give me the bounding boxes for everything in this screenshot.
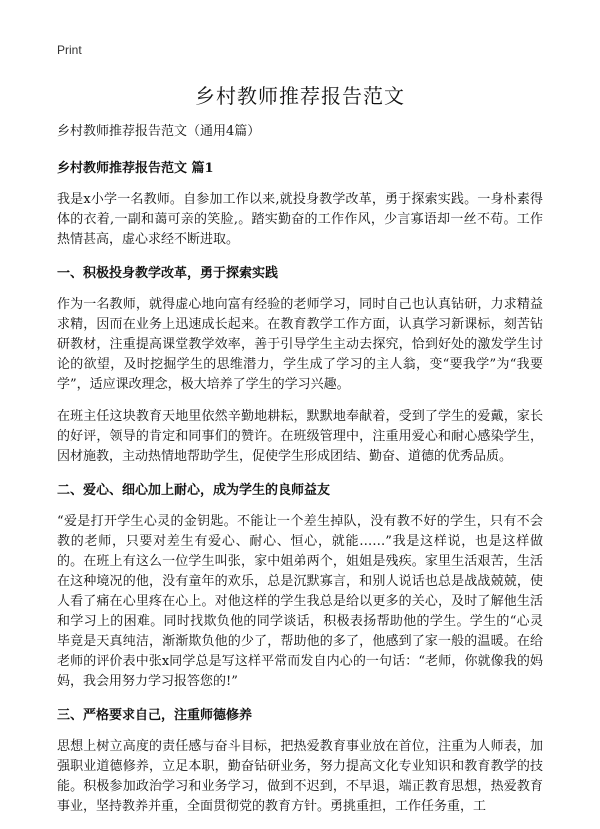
section-2-paragraph-1: “爱是打开学生心灵的金钥匙。不能让一个差生掉队，没有教不好的学生，只有不会教的老师，只要对差生有爱心、耐心、恒心，就能……”我是这样说，也是这样做的。在班上有这么一位学生叫张，家中姐弟两个，姐姐是残疾。家里生活艰苦，生活在这种境况的他，没有童年的欢乐，总是沉默寡言，和别人说话也总是战战兢兢，使人看了痛在心里疼在心上。对他这样的学生我总是给以更多的关心，及时了解他生活和学习上的困难。同时找欺负他的同学谈话，积极表扬帮助他的学生。学生的“心灵毕竟是天真纯洁，渐渐欺负他的少了，帮助他的多了，他感到了家一般的温暖。在给老师的评价表中张x同学总是写这样平常而发自内心的一句话：“老师，你就像我的妈妈，我会用努力学习报答您的!” bbox=[57, 514, 543, 689]
section-1-heading: 一、积极投身教学改革，勇于探索实践 bbox=[57, 266, 279, 281]
section-1-paragraph-1: 作为一名教师，就得虚心地向富有经验的老师学习，同时自己也认真钻研，力求精益求精，因而在业务上迅速成长起来。在教育教学工作方面，认真学习新课标，刻苦钻研教材，注重提高课堂教学效率，善于引导学生主动去探究，恰到好处的激发学生讨论的欲望，及时挖掘学生的思维潜力，学生成了学习的主人翁，变“要我学”为“我要学”，适应课改理念，极大培养了学生的学习兴趣。 bbox=[57, 297, 543, 392]
section-1-paragraph-2: 在班主任这块教育天地里依然辛勤地耕耘，默默地奉献着，受到了学生的爱戴，家长的好评，领导的肯定和同事们的赞许。在班级管理中，注重用爱心和耐心感染学生，因材施教，主动热情地帮助学生，促使学生形成团结、勤奋、道德的优秀品质。 bbox=[57, 409, 543, 464]
page-title: 乡村教师推荐报告范文 bbox=[195, 84, 405, 108]
intro-paragraph: 我是x小学一名教师。自参加工作以来,就投身教学改革，勇于探索实践。一身朴素得体的衣着,一副和蔼可亲的笑脸,。踏实勤奋的工作作风，少言寡语却一丝不苟。工作热情甚高，虚心求经不断进取。 bbox=[57, 192, 543, 247]
article-body bbox=[57, 120, 543, 829]
section-2-heading: 二、爱心、细心加上耐心，成为学生的良师益友 bbox=[57, 483, 331, 498]
section-3-paragraph-1: 思想上树立高度的责任感与奋斗目标，把热爱教育事业放在首位，注重为人师表，加强职业道德修养，立足本职，勤奋钻研业务，努力提高文化专业知识和教育教学的技能。积极参加政治学习和业务学习，做到不迟到，不早退，端正教育思想，热爱教育事业，坚持教养并重，全面贯彻党的教育方针。勇挑重担，工作任务重，工 bbox=[57, 739, 543, 814]
print-link[interactable]: Print bbox=[57, 43, 82, 57]
article-subtitle: 乡村教师推荐报告范文（通用4篇） bbox=[57, 124, 261, 139]
article-heading: 乡村教师推荐报告范文 篇1 bbox=[57, 161, 214, 176]
section-3-heading: 三、严格要求自己，注重师德修养 bbox=[57, 708, 253, 723]
